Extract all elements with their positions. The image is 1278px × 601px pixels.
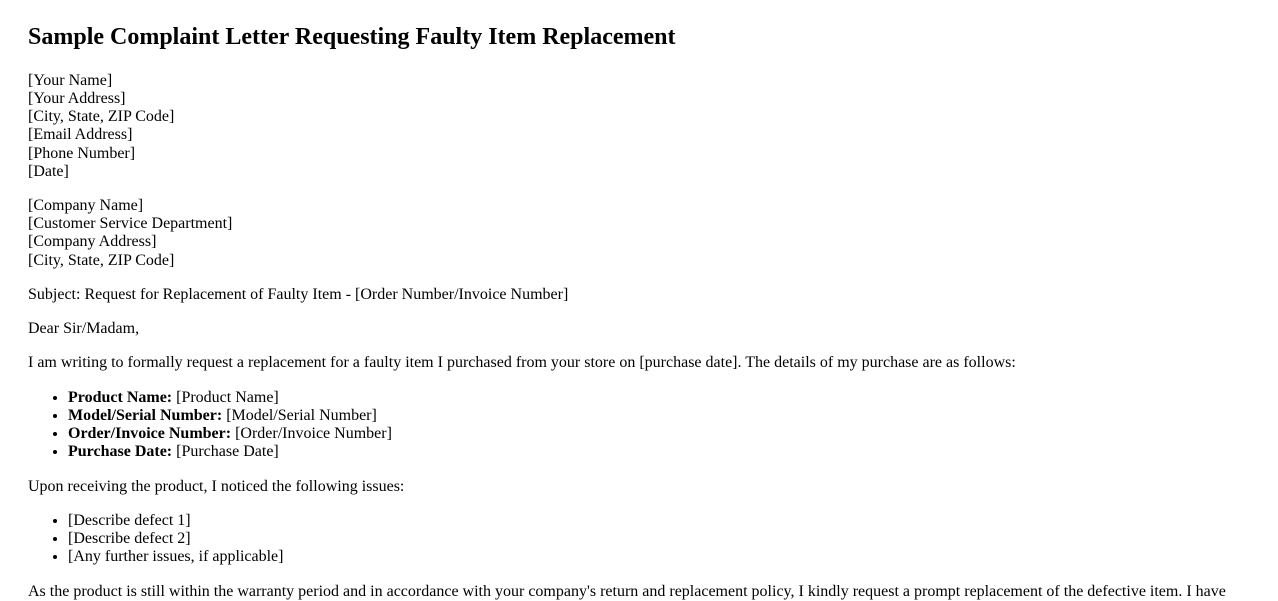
- recipient-line-address: [Company Address]: [28, 233, 157, 251]
- salutation: Dear Sir/Madam,: [28, 320, 140, 338]
- detail-label: Order/Invoice Number:: [68, 425, 232, 443]
- issues-list: [28, 512, 1250, 567]
- detail-label: Product Name:: [68, 388, 173, 406]
- subject-line: Subject: Request for Replacement of Faulty Item - [Order Number/Invoice Number]: [28, 285, 569, 303]
- detail-value: [Purchase Date]: [176, 443, 279, 461]
- list-item: • [Describe defect 2]: [68, 530, 1250, 548]
- sender-line-city: [City, State, ZIP Code]: [28, 108, 175, 126]
- sender-line-phone: [Phone Number]: [28, 144, 136, 162]
- list-item: • [Any further issues, if applicable]: [68, 548, 1250, 566]
- list-item: [68, 407, 1250, 425]
- sender-line-address: [Your Address]: [28, 89, 126, 107]
- sender-line-email: [Email Address]: [28, 126, 133, 144]
- closing-paragraph: As the product is still within the warranty period and in accordance with your company's return and replacement policy, I kindly request a prompt replacement of the defective item. I have: [28, 582, 1226, 600]
- intro-paragraph: I am writing to formally request a replacement for a faulty item I purchased from your store on [purchase date]. The details of my purchase are as follows:: [28, 354, 1016, 372]
- sender-line-name: [Your Name]: [28, 71, 113, 89]
- list-item: [68, 425, 1250, 443]
- recipient-line-department: [Customer Service Department]: [28, 215, 233, 233]
- page-title: Sample Complaint Letter Requesting Faulty Item Replacement: [28, 24, 676, 50]
- list-item: [68, 389, 1250, 407]
- list-item: [68, 443, 1250, 461]
- detail-label: Purchase Date:: [68, 443, 173, 461]
- detail-value: [Product Name]: [176, 388, 279, 406]
- purchase-details-list: [28, 389, 1250, 462]
- sender-line-date: [Date]: [28, 162, 69, 180]
- recipient-line-company: [Company Name]: [28, 197, 144, 214]
- detail-value: [Model/Serial Number]: [226, 406, 377, 424]
- recipient-line-city: [City, State, ZIP Code]: [28, 251, 175, 269]
- sender-block: [28, 72, 1250, 181]
- issues-intro: Upon receiving the product, I noticed the following issues:: [28, 477, 405, 495]
- list-item: • [Describe defect 1]: [68, 512, 1250, 530]
- detail-value: [Order/Invoice Number]: [235, 425, 392, 443]
- detail-label: Model/Serial Number:: [68, 406, 223, 424]
- recipient-block: [28, 197, 1250, 270]
